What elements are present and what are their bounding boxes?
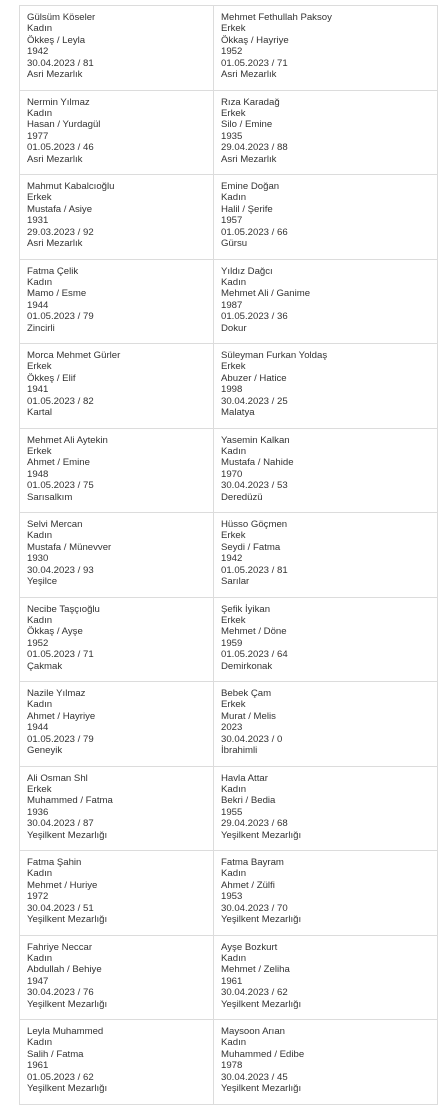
record-parents: Mehmet Ali / Ganime bbox=[221, 288, 311, 300]
record-gender: Kadın bbox=[27, 530, 53, 542]
record-cell bbox=[214, 175, 438, 260]
record-cell bbox=[20, 1020, 214, 1105]
record-gender: Kadın bbox=[221, 868, 247, 880]
record-place: Çakmak bbox=[27, 660, 63, 672]
record-parents: Mustafa / Münevver bbox=[27, 541, 112, 553]
record-parents: Muhammed / Fatma bbox=[27, 795, 113, 807]
record-birth-year: 1942 bbox=[27, 46, 49, 58]
record-place: Yeşilkent Mezarlığı bbox=[27, 829, 108, 841]
record-name: Hüsso Göçmen bbox=[221, 519, 288, 530]
record-date-ref: 01.05.2023 / 81 bbox=[221, 564, 288, 576]
record-place: İbrahimli bbox=[221, 745, 258, 757]
record-name: Rıza Karadağ bbox=[221, 96, 280, 108]
record-place: Gürsu bbox=[221, 238, 248, 250]
record-name: Nermin Yılmaz bbox=[27, 96, 90, 108]
record-gender: Erkek bbox=[221, 107, 246, 119]
record-gender: Erkek bbox=[27, 361, 52, 373]
record-birth-year: 1955 bbox=[221, 806, 243, 818]
record-place: Yeşilkent Mezarlığı bbox=[27, 998, 108, 1010]
record-place: Yeşilkent Mezarlığı bbox=[221, 914, 302, 926]
record-parents: Seydi / Fatma bbox=[221, 541, 281, 553]
record-gender: Erkek bbox=[221, 699, 246, 711]
record-gender: Kadın bbox=[221, 1037, 247, 1049]
record-date-ref: 01.05.2023 / 62 bbox=[27, 1071, 94, 1083]
record-parents: Salih / Fatma bbox=[27, 1048, 84, 1060]
record-gender: Kadın bbox=[27, 699, 53, 711]
record-birth-year: 1930 bbox=[27, 553, 49, 565]
record-cell bbox=[214, 6, 438, 91]
record-gender: Erkek bbox=[221, 614, 246, 626]
record-name: Mehmet Ali Aytekin bbox=[27, 434, 108, 446]
record-birth-year: 1947 bbox=[27, 975, 49, 987]
record-parents: Ökkeş / Leyla bbox=[27, 34, 86, 46]
record-cell bbox=[20, 851, 214, 936]
record-cell bbox=[214, 851, 438, 936]
record-date-ref: 29.04.2023 / 68 bbox=[221, 818, 288, 830]
record-cell bbox=[20, 682, 214, 767]
record-place: Asri Mezarlık bbox=[221, 153, 277, 165]
record-birth-year: 1931 bbox=[27, 215, 49, 227]
record-place: Asri Mezarlık bbox=[27, 238, 83, 250]
record-gender: Erkek bbox=[221, 23, 246, 35]
record-name: Fatma Bayram bbox=[221, 857, 284, 868]
record-date-ref: 30.04.2023 / 62 bbox=[221, 987, 288, 999]
record-parents: Mehmet / Huriye bbox=[27, 879, 98, 891]
record-place: Asri Mezarlık bbox=[27, 69, 83, 81]
record-birth-year: 1952 bbox=[221, 46, 243, 58]
record-birth-year: 1936 bbox=[27, 806, 49, 818]
record-cell bbox=[214, 1020, 438, 1105]
record-gender: Kadın bbox=[221, 276, 247, 288]
record-name: Yıldız Dağcı bbox=[221, 265, 273, 277]
record-parents: Murat / Melis bbox=[221, 710, 276, 722]
record-parents: Abdullah / Behiye bbox=[27, 964, 102, 976]
record-name: Bebek Çam bbox=[221, 688, 272, 699]
record-birth-year: 1935 bbox=[221, 130, 243, 142]
record-name: Fahriye Neccar bbox=[27, 941, 93, 953]
record-gender: Erkek bbox=[221, 530, 246, 542]
record-gender: Kadın bbox=[27, 952, 53, 964]
record-name: Ali Osman Shl bbox=[27, 772, 88, 784]
record-parents: Mehmet / Döne bbox=[221, 626, 287, 638]
record-cell bbox=[20, 175, 214, 260]
record-place: Kartal bbox=[27, 407, 53, 419]
record-gender: Erkek bbox=[27, 445, 52, 457]
record-place: Yeşilkent Mezarlığı bbox=[221, 1083, 302, 1095]
record-cell bbox=[214, 260, 438, 345]
record-cell bbox=[214, 598, 438, 683]
record-name: Mahmut Kabalcıoğlu bbox=[27, 181, 115, 192]
record-cell bbox=[214, 682, 438, 767]
record-date-ref: 01.05.2023 / 82 bbox=[27, 395, 94, 407]
record-birth-year: 2023 bbox=[221, 722, 243, 734]
record-name: Fatma Şahin bbox=[27, 857, 82, 868]
record-date-ref: 01.05.2023 / 79 bbox=[27, 311, 94, 323]
record-date-ref: 01.05.2023 / 36 bbox=[221, 311, 288, 323]
record-date-ref: 30.04.2023 / 51 bbox=[27, 902, 94, 914]
record-name: Mehmet Fethullah Paksoy bbox=[221, 12, 332, 23]
record-gender: Kadın bbox=[27, 276, 53, 288]
record-date-ref: 01.05.2023 / 64 bbox=[221, 649, 288, 661]
record-parents: Mehmet / Zeliha bbox=[221, 964, 290, 976]
record-gender: Kadın bbox=[27, 614, 53, 626]
record-birth-year: 1970 bbox=[221, 468, 243, 480]
record-date-ref: 30.04.2023 / 53 bbox=[221, 480, 288, 492]
record-birth-year: 1944 bbox=[27, 299, 49, 311]
record-name: Necibe Taşçıoğlu bbox=[27, 603, 100, 615]
record-date-ref: 30.04.2023 / 0 bbox=[221, 733, 283, 745]
record-date-ref: 30.04.2023 / 25 bbox=[221, 395, 288, 407]
record-name: Leyla Muhammed bbox=[27, 1026, 104, 1037]
record-place: Yeşilkent Mezarlığı bbox=[221, 998, 302, 1010]
record-cell bbox=[214, 91, 438, 176]
record-gender: Kadın bbox=[221, 192, 247, 204]
record-place: Dokur bbox=[221, 322, 247, 334]
record-date-ref: 30.04.2023 / 87 bbox=[27, 818, 94, 830]
record-name: Maysoon Arıan bbox=[221, 1026, 285, 1037]
record-birth-year: 1942 bbox=[221, 553, 243, 565]
record-place: Yeşilce bbox=[27, 576, 58, 588]
record-name: Morca Mehmet Gürler bbox=[27, 350, 121, 361]
record-parents: Ahmet / Zülfi bbox=[221, 879, 275, 891]
record-parents: Mustafa / Asiye bbox=[27, 203, 93, 215]
record-date-ref: 01.05.2023 / 46 bbox=[27, 142, 94, 154]
record-place: Deredüzü bbox=[221, 491, 263, 503]
record-birth-year: 1987 bbox=[221, 299, 243, 311]
record-cell bbox=[20, 598, 214, 683]
record-cell bbox=[20, 344, 214, 429]
record-birth-year: 1948 bbox=[27, 468, 49, 480]
record-parents: Halil / Şerife bbox=[221, 203, 273, 215]
record-birth-year: 1944 bbox=[27, 722, 49, 734]
record-parents: Ökkaş / Ayşe bbox=[27, 626, 83, 638]
record-parents: Mamo / Esme bbox=[27, 288, 87, 300]
record-parents: Ahmet / Hayriye bbox=[27, 710, 96, 722]
record-birth-year: 1978 bbox=[221, 1060, 243, 1072]
record-name: Şefik İyikan bbox=[221, 603, 271, 615]
record-parents: Hasan / Yurdagül bbox=[27, 119, 101, 131]
record-place: Asri Mezarlık bbox=[221, 69, 277, 81]
record-name: Selvi Mercan bbox=[27, 519, 83, 530]
record-birth-year: 1961 bbox=[27, 1060, 49, 1072]
record-name: Fatma Çelik bbox=[27, 265, 79, 277]
record-name: Süleyman Furkan Yoldaş bbox=[221, 350, 328, 361]
record-place: Geneyik bbox=[27, 745, 63, 757]
record-parents: Muhammed / Edibe bbox=[221, 1048, 305, 1060]
record-gender: Kadın bbox=[221, 445, 247, 457]
record-birth-year: 1959 bbox=[221, 637, 243, 649]
record-place: Demirkonak bbox=[221, 660, 273, 672]
record-cell bbox=[20, 6, 214, 91]
record-place: Asri Mezarlık bbox=[27, 153, 83, 165]
record-gender: Kadın bbox=[27, 868, 53, 880]
record-date-ref: 29.03.2023 / 92 bbox=[27, 226, 94, 238]
record-birth-year: 1977 bbox=[27, 130, 49, 142]
record-parents: Silo / Emine bbox=[221, 119, 273, 131]
record-date-ref: 30.04.2023 / 45 bbox=[221, 1071, 288, 1083]
records-table bbox=[19, 5, 438, 1105]
record-place: Sarısalkım bbox=[27, 491, 73, 503]
record-parents: Bekri / Bedia bbox=[221, 795, 276, 807]
record-cell bbox=[214, 513, 438, 598]
record-birth-year: 1952 bbox=[27, 637, 49, 649]
record-place: Sarılar bbox=[221, 576, 250, 588]
record-name: Nazile Yılmaz bbox=[27, 688, 86, 699]
record-place: Yeşilkent Mezarlığı bbox=[221, 829, 302, 841]
record-birth-year: 1998 bbox=[221, 384, 243, 396]
record-date-ref: 01.05.2023 / 71 bbox=[27, 649, 94, 661]
record-gender: Erkek bbox=[27, 192, 52, 204]
record-cell bbox=[20, 91, 214, 176]
record-birth-year: 1961 bbox=[221, 975, 243, 987]
record-gender: Kadın bbox=[27, 23, 53, 35]
record-name: Ayşe Bozkurt bbox=[221, 941, 278, 953]
record-date-ref: 30.04.2023 / 81 bbox=[27, 57, 94, 69]
record-parents: Abuzer / Hatice bbox=[221, 372, 287, 384]
record-date-ref: 29.04.2023 / 88 bbox=[221, 142, 288, 154]
record-cell bbox=[20, 260, 214, 345]
record-place: Malatya bbox=[221, 407, 255, 419]
record-cell bbox=[20, 429, 214, 514]
record-date-ref: 01.05.2023 / 66 bbox=[221, 226, 288, 238]
record-parents: Ahmet / Emine bbox=[27, 457, 90, 469]
record-birth-year: 1957 bbox=[221, 215, 243, 227]
record-cell bbox=[214, 767, 438, 852]
record-parents: Mustafa / Nahide bbox=[221, 457, 294, 469]
record-name: Yasemin Kalkan bbox=[221, 434, 290, 446]
record-gender: Kadın bbox=[27, 107, 53, 119]
record-gender: Erkek bbox=[221, 361, 246, 373]
record-cell bbox=[214, 429, 438, 514]
record-cell bbox=[214, 936, 438, 1021]
record-gender: Kadın bbox=[221, 952, 247, 964]
record-cell bbox=[20, 767, 214, 852]
record-birth-year: 1941 bbox=[27, 384, 49, 396]
record-birth-year: 1972 bbox=[27, 891, 49, 903]
record-parents: Ökkaş / Hayriye bbox=[221, 34, 289, 46]
record-place: Yeşilkent Mezarlığı bbox=[27, 914, 108, 926]
record-cell bbox=[20, 936, 214, 1021]
record-name: Havla Attar bbox=[221, 772, 268, 784]
record-name: Gülsüm Köseler bbox=[27, 12, 96, 23]
record-gender: Kadın bbox=[221, 783, 247, 795]
record-gender: Erkek bbox=[27, 783, 52, 795]
record-date-ref: 30.04.2023 / 93 bbox=[27, 564, 94, 576]
record-parents: Ökkeş / Elif bbox=[27, 372, 76, 384]
record-cell bbox=[20, 513, 214, 598]
record-date-ref: 30.04.2023 / 70 bbox=[221, 902, 288, 914]
record-name: Emine Doğan bbox=[221, 181, 280, 192]
record-place: Zincirli bbox=[27, 322, 55, 334]
record-date-ref: 01.05.2023 / 75 bbox=[27, 480, 94, 492]
record-cell bbox=[214, 344, 438, 429]
record-place: Yeşilkent Mezarlığı bbox=[27, 1083, 108, 1095]
record-date-ref: 01.05.2023 / 79 bbox=[27, 733, 94, 745]
record-date-ref: 01.05.2023 / 71 bbox=[221, 57, 288, 69]
record-birth-year: 1953 bbox=[221, 891, 243, 903]
record-date-ref: 30.04.2023 / 76 bbox=[27, 987, 94, 999]
record-gender: Kadın bbox=[27, 1037, 53, 1049]
